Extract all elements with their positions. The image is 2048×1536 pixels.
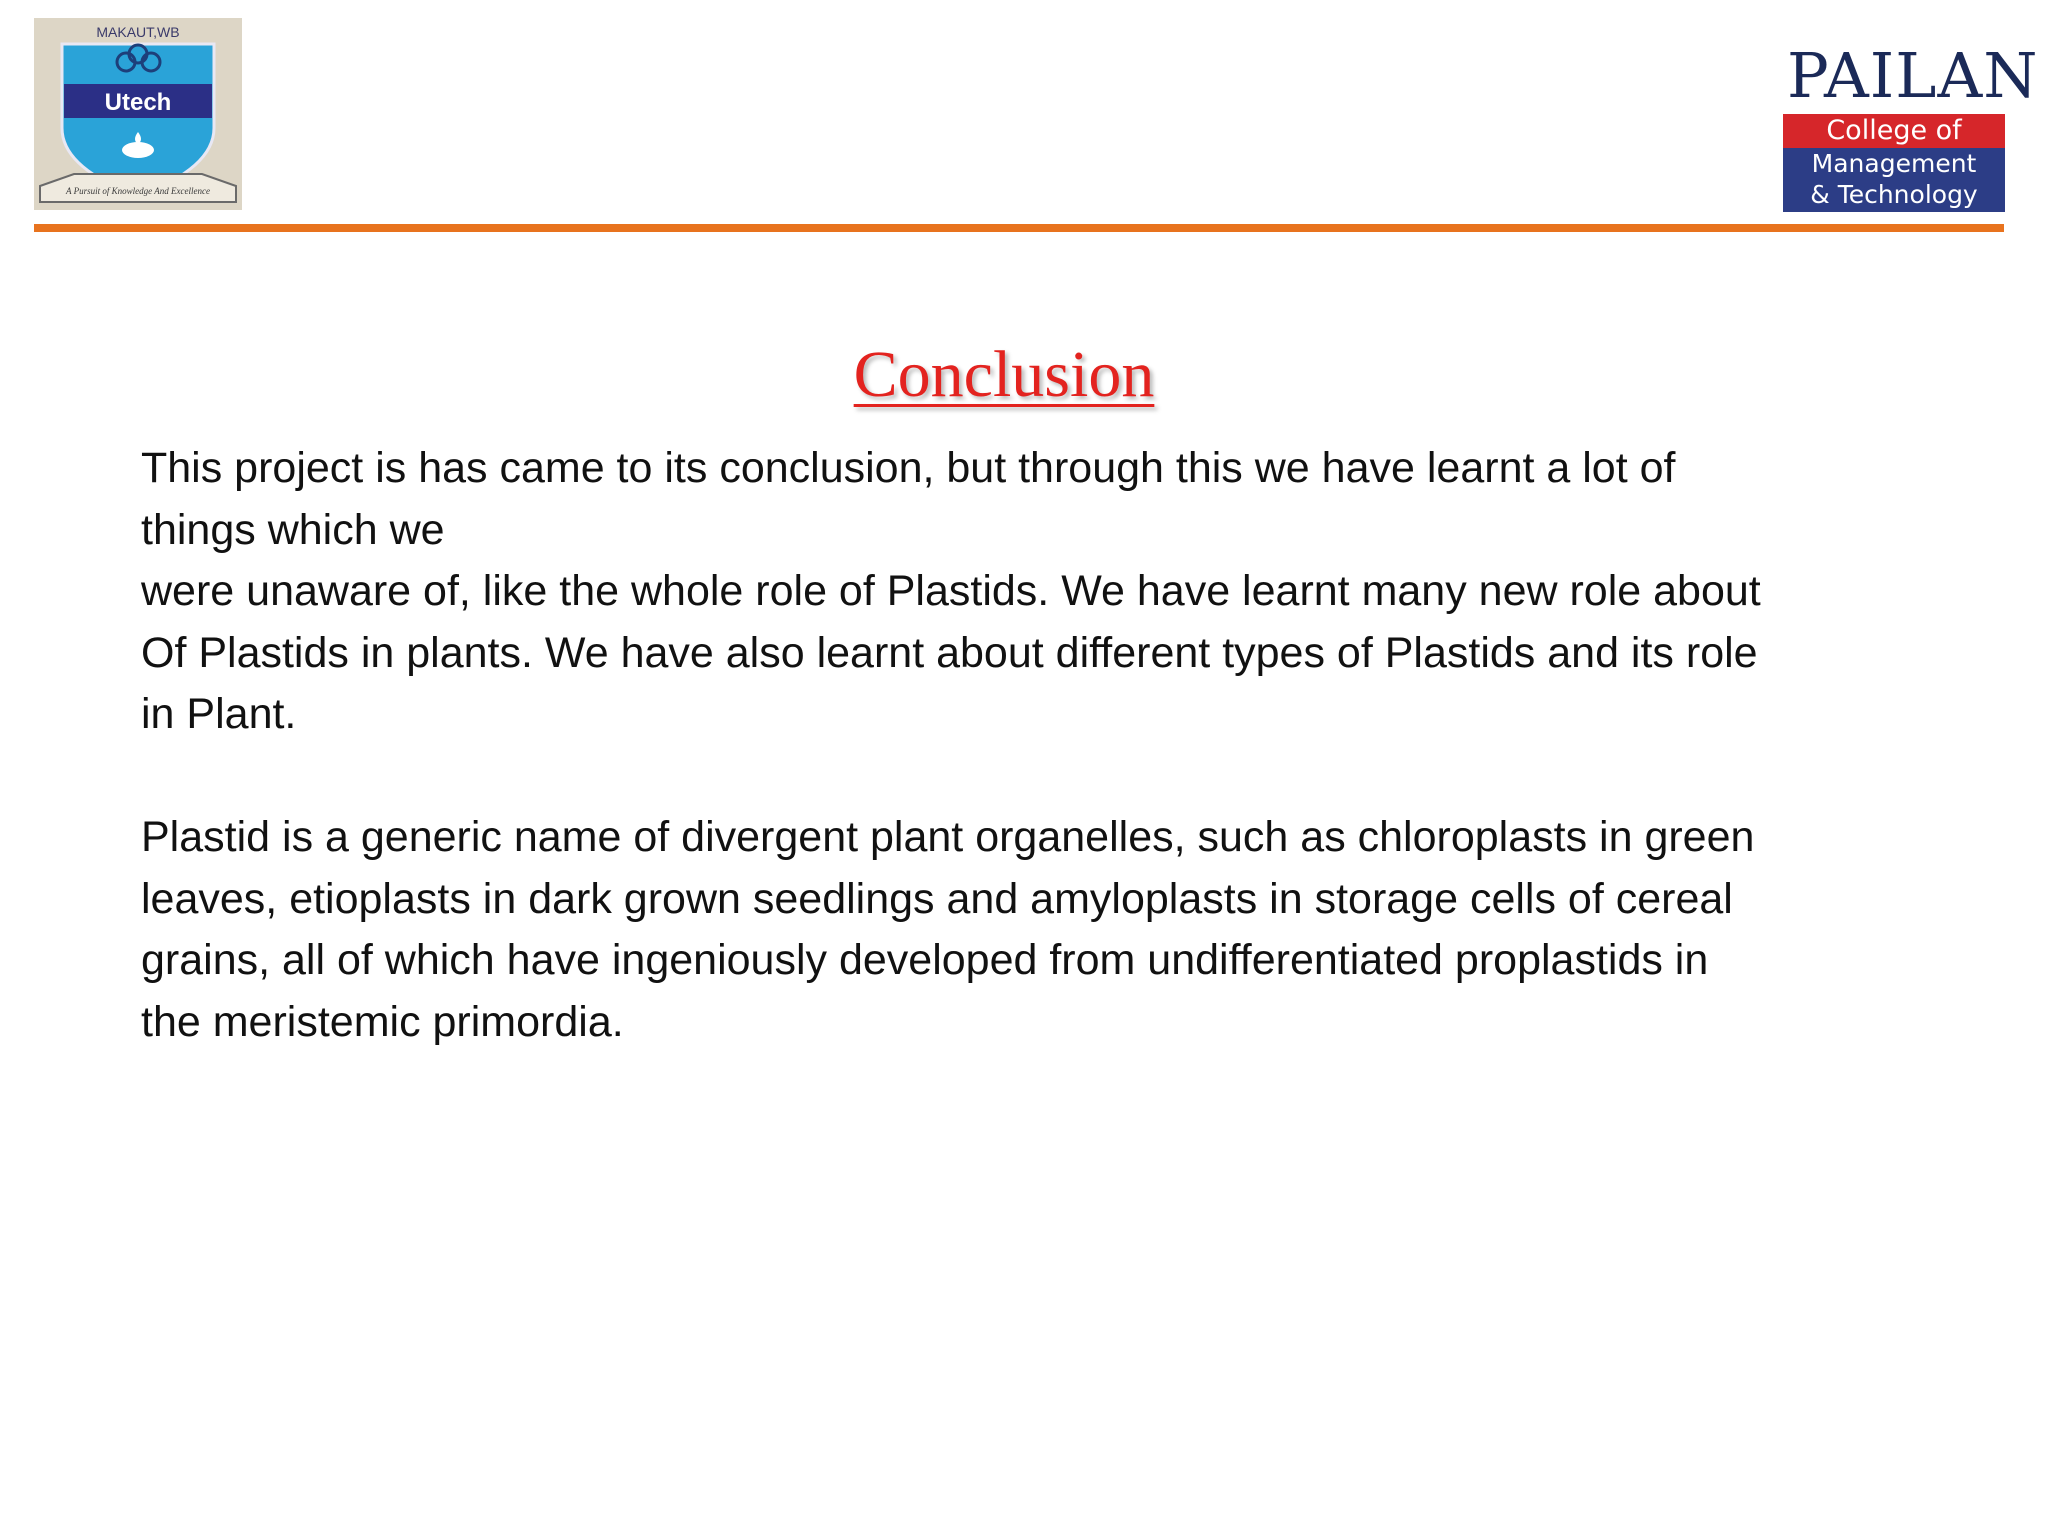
pailan-line3: & Technology [1810, 180, 1978, 209]
utech-top-text: MAKAUT,WB [96, 24, 180, 40]
pailan-line2: Management [1811, 149, 1977, 178]
slide-title: Conclusion [853, 338, 1155, 411]
pailan-band-blue [1783, 148, 2005, 212]
paragraph1-line: were unaware of, like the whole role of Plastids. We have learnt many new role about [141, 567, 1761, 615]
paragraph2-line: Plastid is a generic name of divergent plant organelles, such as chloroplasts in green [141, 813, 1755, 861]
pailan-band-red: College of [1783, 114, 2005, 148]
utech-motto: A Pursuit of Knowledge And Excellence [66, 186, 210, 196]
pailan-logo [1783, 36, 2039, 214]
paragraph1-line: Of Plastids in plants. We have also learnt about different types of Plastids and its role [141, 628, 1758, 677]
paragraph1-line: in Plant. [141, 690, 297, 738]
paragraph2-line: grains, all of which have ingeniously developed from undifferentiated proplastids in [141, 936, 1709, 984]
utech-name: Utech [104, 89, 172, 116]
pailan-brand: PAILAN [1787, 39, 2039, 112]
utech-logo [34, 18, 242, 210]
paragraph1-line: This project is has came to its conclusion, but through this we have learnt a lot of [141, 444, 1676, 492]
paragraph1-line: things which we [141, 505, 445, 554]
paragraph2-line: the meristemic primordia. [141, 997, 624, 1046]
paragraph-gap [141, 746, 2021, 808]
header-divider [34, 224, 2004, 232]
slide-body [141, 438, 2021, 1053]
utech-shield-icon [34, 18, 242, 210]
paragraph2-line: leaves, etioplasts in dark grown seedlings and amyloplasts in storage cells of cereal [141, 874, 1733, 923]
